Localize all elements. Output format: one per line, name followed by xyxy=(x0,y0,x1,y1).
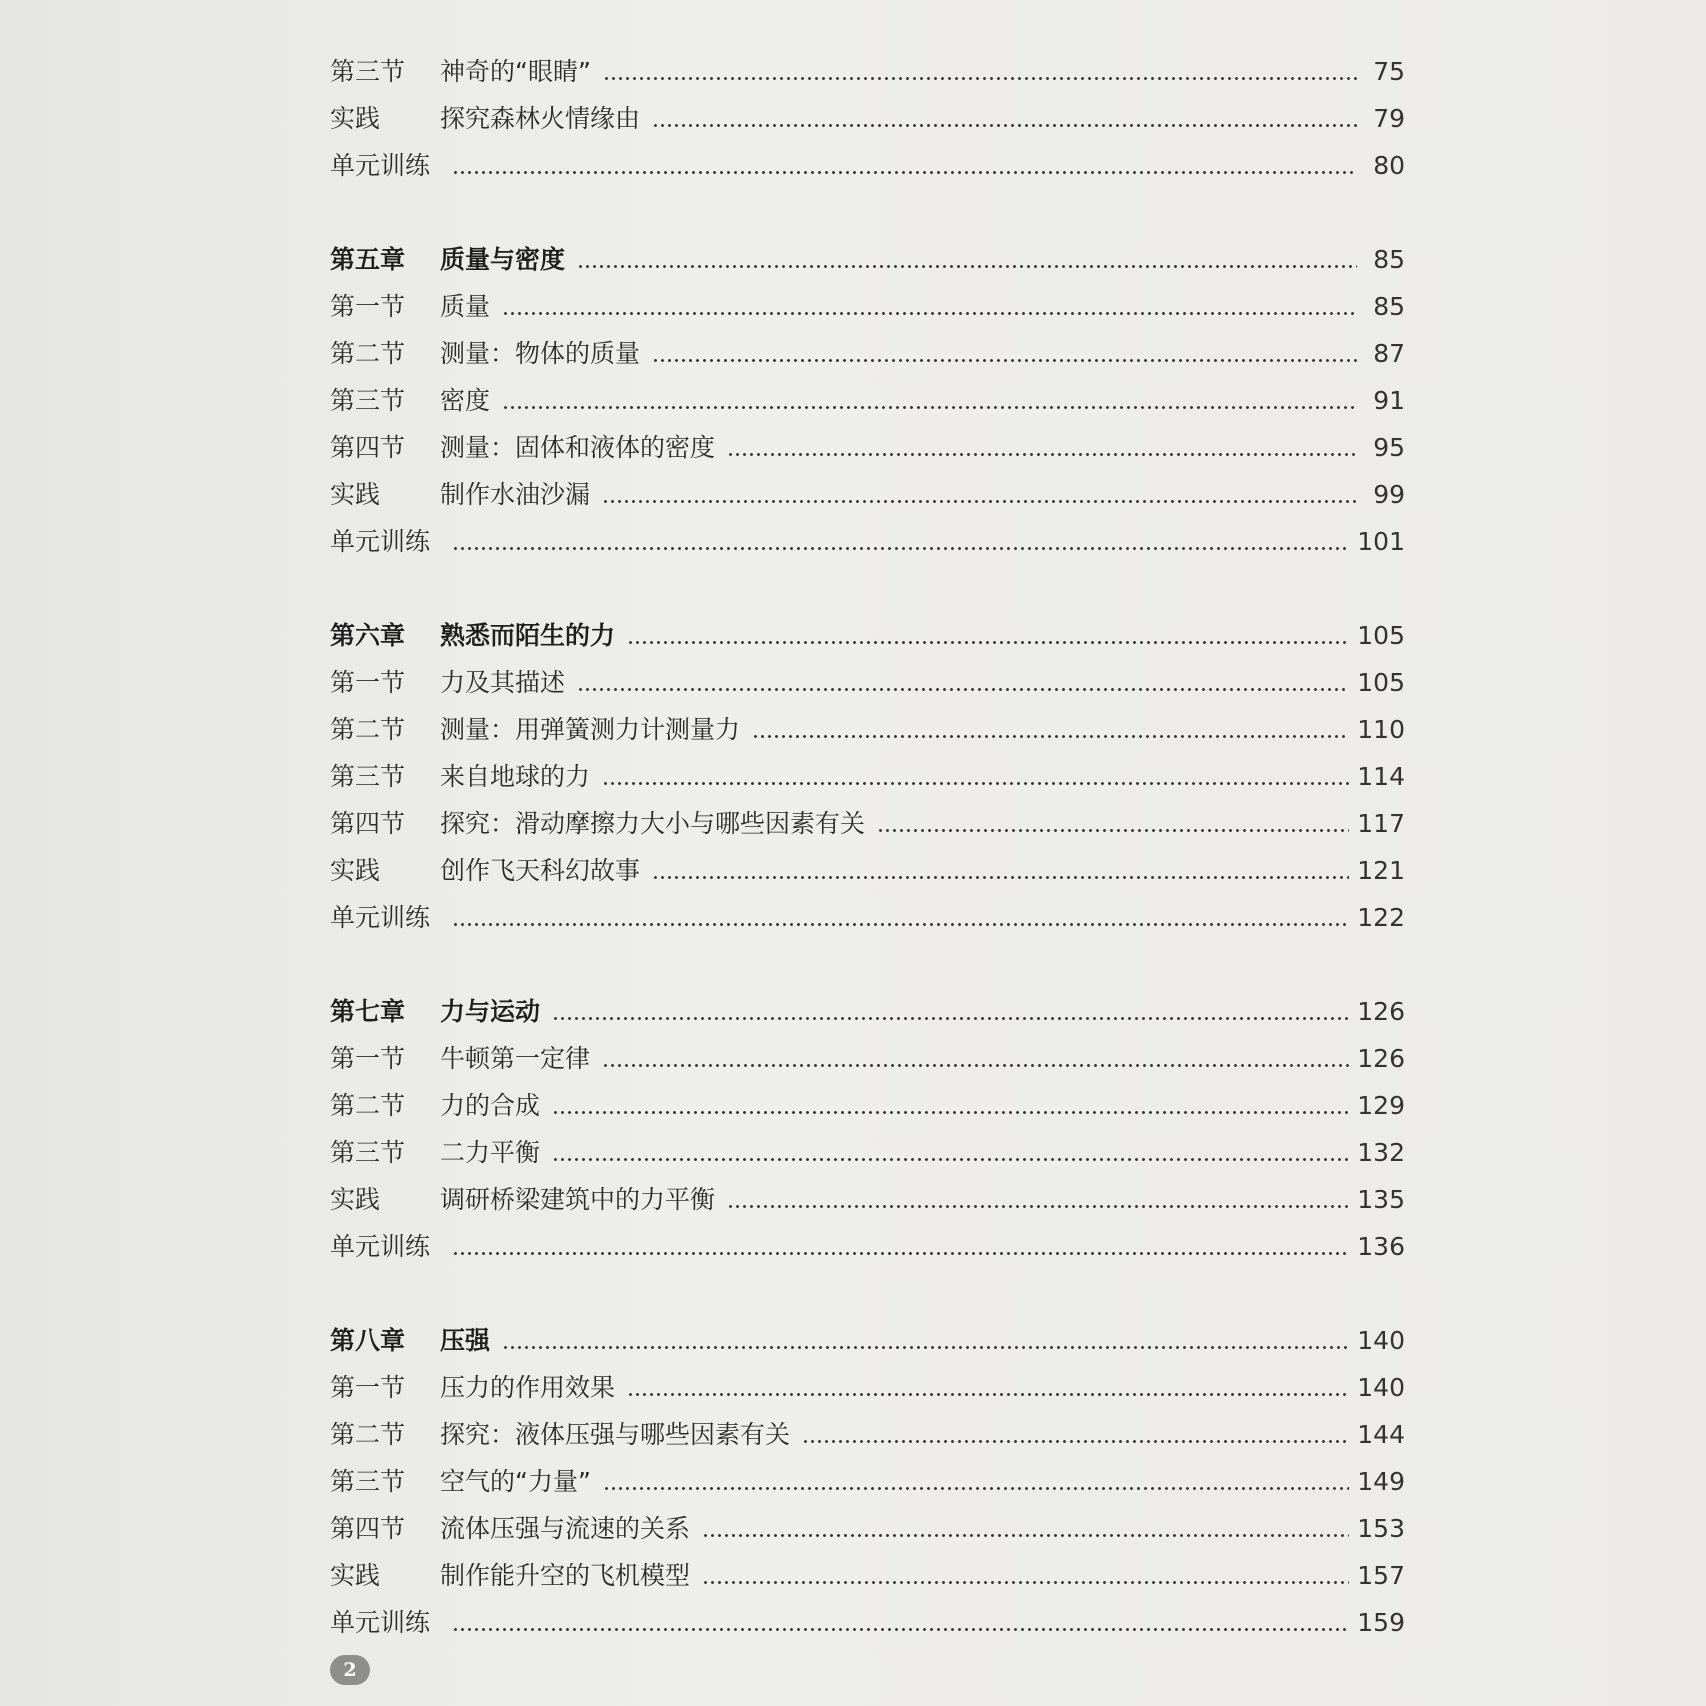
entry-kind: 第七章 xyxy=(330,997,406,1026)
dot-leader xyxy=(877,829,1349,832)
entry-label xyxy=(330,1608,440,1638)
entry-page-number: 126 xyxy=(1357,997,1405,1026)
entry-kind: 第三节 xyxy=(330,1467,406,1496)
entry-label xyxy=(330,809,865,839)
entry-page-number: 110 xyxy=(1357,715,1405,744)
toc-section-entry xyxy=(330,1591,1405,1638)
entry-page-number: 122 xyxy=(1357,903,1405,932)
entry-kind: 单元训练 xyxy=(330,1232,431,1261)
toc-section-entry xyxy=(330,1544,1405,1591)
entry-label xyxy=(330,433,715,463)
chapter-spacer xyxy=(330,1262,1405,1309)
entry-label xyxy=(330,1467,591,1497)
toc-section-entry xyxy=(330,369,1405,416)
dot-leader xyxy=(627,641,1349,644)
toc-section-entry xyxy=(330,1074,1405,1121)
entry-kind: 第三节 xyxy=(330,386,406,415)
toc-section-entry xyxy=(330,651,1405,698)
entry-label xyxy=(330,1561,690,1591)
chapter-spacer xyxy=(330,933,1405,980)
dot-leader xyxy=(577,265,1357,268)
entry-page-number: 105 xyxy=(1357,668,1405,697)
entry-title: 来自地球的力 xyxy=(440,762,591,791)
dot-leader xyxy=(602,500,1357,503)
entry-page-number: 153 xyxy=(1357,1514,1405,1543)
entry-kind: 单元训练 xyxy=(330,527,431,556)
toc-section-entry xyxy=(330,134,1405,181)
dot-leader xyxy=(552,1111,1349,1114)
entry-kind: 第一节 xyxy=(330,292,406,321)
toc-section-entry xyxy=(330,1168,1405,1215)
dot-leader xyxy=(502,1346,1349,1349)
entry-page-number: 136 xyxy=(1357,1232,1405,1261)
dot-leader xyxy=(452,923,1349,926)
toc-section-entry xyxy=(330,1356,1405,1403)
toc-section-entry xyxy=(330,40,1405,87)
entry-title: 力与运动 xyxy=(440,997,541,1026)
entry-page-number: 114 xyxy=(1357,762,1405,791)
toc-section-entry xyxy=(330,745,1405,792)
entry-label xyxy=(330,1185,715,1215)
entry-kind: 实践 xyxy=(330,480,381,509)
entry-label xyxy=(330,339,640,369)
toc-section-entry xyxy=(330,886,1405,933)
entry-page-number: 79 xyxy=(1373,104,1405,133)
entry-kind: 第二节 xyxy=(330,339,406,368)
entry-page-number: 121 xyxy=(1357,856,1405,885)
entry-title: 探究：液体压强与哪些因素有关 xyxy=(440,1420,791,1449)
dot-leader xyxy=(452,171,1357,174)
dot-leader xyxy=(702,1581,1349,1584)
page-number-badge: 2 xyxy=(330,1655,370,1685)
entry-page-number: 95 xyxy=(1373,433,1405,462)
entry-page-number: 91 xyxy=(1373,386,1405,415)
toc-section-entry xyxy=(330,416,1405,463)
entry-label xyxy=(330,151,440,181)
entry-page-number: 85 xyxy=(1373,245,1405,274)
entry-page-number: 129 xyxy=(1357,1091,1405,1120)
entry-label xyxy=(330,715,740,745)
entry-kind: 第二节 xyxy=(330,715,406,744)
entry-title: 质量 xyxy=(440,292,491,321)
entry-kind: 实践 xyxy=(330,1185,381,1214)
entry-kind: 第六章 xyxy=(330,621,406,650)
entry-page-number: 85 xyxy=(1373,292,1405,321)
entry-title: 制作能升空的飞机模型 xyxy=(440,1561,691,1590)
entry-page-number: 99 xyxy=(1373,480,1405,509)
entry-kind: 第一节 xyxy=(330,1373,406,1402)
entry-page-number: 126 xyxy=(1357,1044,1405,1073)
entry-kind: 第三节 xyxy=(330,1138,406,1167)
entry-label xyxy=(330,1420,790,1450)
entry-page-number: 105 xyxy=(1357,621,1405,650)
dot-leader xyxy=(552,1017,1349,1020)
entry-title: 流体压强与流速的关系 xyxy=(440,1514,691,1543)
entry-label xyxy=(330,1044,590,1074)
entry-label xyxy=(330,1373,615,1403)
dot-leader xyxy=(603,77,1357,80)
toc-section-entry xyxy=(330,1215,1405,1262)
dot-leader xyxy=(602,782,1349,785)
entry-kind: 单元训练 xyxy=(330,1608,431,1637)
dot-leader xyxy=(602,1064,1349,1067)
entry-page-number: 135 xyxy=(1357,1185,1405,1214)
toc-chapter-entry xyxy=(330,1309,1405,1356)
entry-title: 调研桥梁建筑中的力平衡 xyxy=(440,1185,716,1214)
entry-title: 熟悉而陌生的力 xyxy=(440,621,616,650)
dot-leader xyxy=(502,406,1357,409)
entry-title: 力及其描述 xyxy=(440,668,566,697)
entry-kind: 第五章 xyxy=(330,245,406,274)
toc-section-entry xyxy=(330,1403,1405,1450)
toc-section-entry xyxy=(330,1450,1405,1497)
chapter-spacer xyxy=(330,557,1405,604)
toc-section-entry xyxy=(330,510,1405,557)
dot-leader xyxy=(552,1158,1349,1161)
entry-page-number: 87 xyxy=(1373,339,1405,368)
entry-label xyxy=(330,104,640,134)
entry-title: 神奇的“眼睛” xyxy=(440,57,591,86)
entry-kind: 第一节 xyxy=(330,1044,406,1073)
dot-leader xyxy=(652,359,1357,362)
entry-title: 制作水油沙漏 xyxy=(440,480,591,509)
entry-title: 密度 xyxy=(440,386,491,415)
dot-leader xyxy=(452,1252,1349,1255)
entry-title: 创作飞天科幻故事 xyxy=(440,856,641,885)
entry-kind: 第一节 xyxy=(330,668,406,697)
toc-section-entry xyxy=(330,698,1405,745)
entry-label xyxy=(330,1091,540,1121)
dot-leader xyxy=(727,453,1357,456)
toc-chapter-entry xyxy=(330,228,1405,275)
toc-section-entry xyxy=(330,1121,1405,1168)
entry-label xyxy=(330,903,440,933)
entry-page-number: 159 xyxy=(1357,1608,1405,1637)
entry-kind: 实践 xyxy=(330,1561,381,1590)
entry-page-number: 140 xyxy=(1357,1373,1405,1402)
dot-leader xyxy=(603,1487,1349,1490)
entry-kind: 第八章 xyxy=(330,1326,406,1355)
dot-leader xyxy=(727,1205,1349,1208)
entry-page-number: 144 xyxy=(1357,1420,1405,1449)
dot-leader xyxy=(652,876,1349,879)
entry-label xyxy=(330,621,615,651)
entry-page-number: 157 xyxy=(1357,1561,1405,1590)
entry-label xyxy=(330,245,565,275)
entry-title: 二力平衡 xyxy=(440,1138,541,1167)
entry-title: 测量：物体的质量 xyxy=(440,339,641,368)
entry-kind: 第四节 xyxy=(330,433,406,462)
dot-leader xyxy=(702,1534,1349,1537)
dot-leader xyxy=(577,688,1349,691)
entry-title: 压力的作用效果 xyxy=(440,1373,616,1402)
entry-label xyxy=(330,1232,440,1262)
entry-page-number: 80 xyxy=(1373,151,1405,180)
entry-page-number: 140 xyxy=(1357,1326,1405,1355)
toc-section-entry xyxy=(330,839,1405,886)
entry-label xyxy=(330,527,440,557)
entry-kind: 单元训练 xyxy=(330,151,431,180)
entry-label xyxy=(330,386,490,416)
entry-title: 质量与密度 xyxy=(440,245,566,274)
entry-kind: 单元训练 xyxy=(330,903,431,932)
entry-label xyxy=(330,997,540,1027)
dot-leader xyxy=(627,1393,1349,1396)
dot-leader xyxy=(452,547,1349,550)
entry-page-number: 75 xyxy=(1373,57,1405,86)
toc-section-entry xyxy=(330,322,1405,369)
entry-label xyxy=(330,668,565,698)
entry-page-number: 132 xyxy=(1357,1138,1405,1167)
entry-label xyxy=(330,480,590,510)
dot-leader xyxy=(652,124,1357,127)
toc-section-entry xyxy=(330,463,1405,510)
entry-kind: 第三节 xyxy=(330,762,406,791)
dot-leader xyxy=(752,735,1349,738)
entry-label xyxy=(330,1326,490,1356)
dot-leader xyxy=(802,1440,1349,1443)
entry-title: 探究：滑动摩擦力大小与哪些因素有关 xyxy=(440,809,866,838)
chapter-spacer xyxy=(330,181,1405,228)
entry-title: 空气的“力量” xyxy=(440,1467,591,1496)
entry-title: 测量：固体和液体的密度 xyxy=(440,433,716,462)
entry-page-number: 117 xyxy=(1357,809,1405,838)
entry-title: 测量：用弹簧测力计测量力 xyxy=(440,715,741,744)
entry-title: 力的合成 xyxy=(440,1091,541,1120)
dot-leader xyxy=(502,312,1357,315)
entry-label xyxy=(330,292,490,322)
entry-kind: 第三节 xyxy=(330,57,406,86)
entry-kind: 第二节 xyxy=(330,1091,406,1120)
entry-page-number: 101 xyxy=(1357,527,1405,556)
entry-label xyxy=(330,1138,540,1168)
toc-section-entry xyxy=(330,87,1405,134)
entry-kind: 实践 xyxy=(330,856,381,885)
toc-chapter-entry xyxy=(330,604,1405,651)
entry-label xyxy=(330,856,640,886)
entry-kind: 第四节 xyxy=(330,1514,406,1543)
entry-title: 压强 xyxy=(440,1326,491,1355)
entry-label xyxy=(330,762,590,792)
entry-title: 探究森林火情缘由 xyxy=(440,104,641,133)
dot-leader xyxy=(452,1628,1349,1631)
table-of-contents xyxy=(330,40,1405,1638)
toc-section-entry xyxy=(330,275,1405,322)
entry-label xyxy=(330,57,591,87)
entry-title: 牛顿第一定律 xyxy=(440,1044,591,1073)
toc-section-entry xyxy=(330,792,1405,839)
entry-kind: 实践 xyxy=(330,104,381,133)
toc-chapter-entry xyxy=(330,980,1405,1027)
entry-kind: 第二节 xyxy=(330,1420,406,1449)
toc-section-entry xyxy=(330,1027,1405,1074)
toc-section-entry xyxy=(330,1497,1405,1544)
entry-kind: 第四节 xyxy=(330,809,406,838)
entry-page-number: 149 xyxy=(1357,1467,1405,1496)
entry-label xyxy=(330,1514,690,1544)
